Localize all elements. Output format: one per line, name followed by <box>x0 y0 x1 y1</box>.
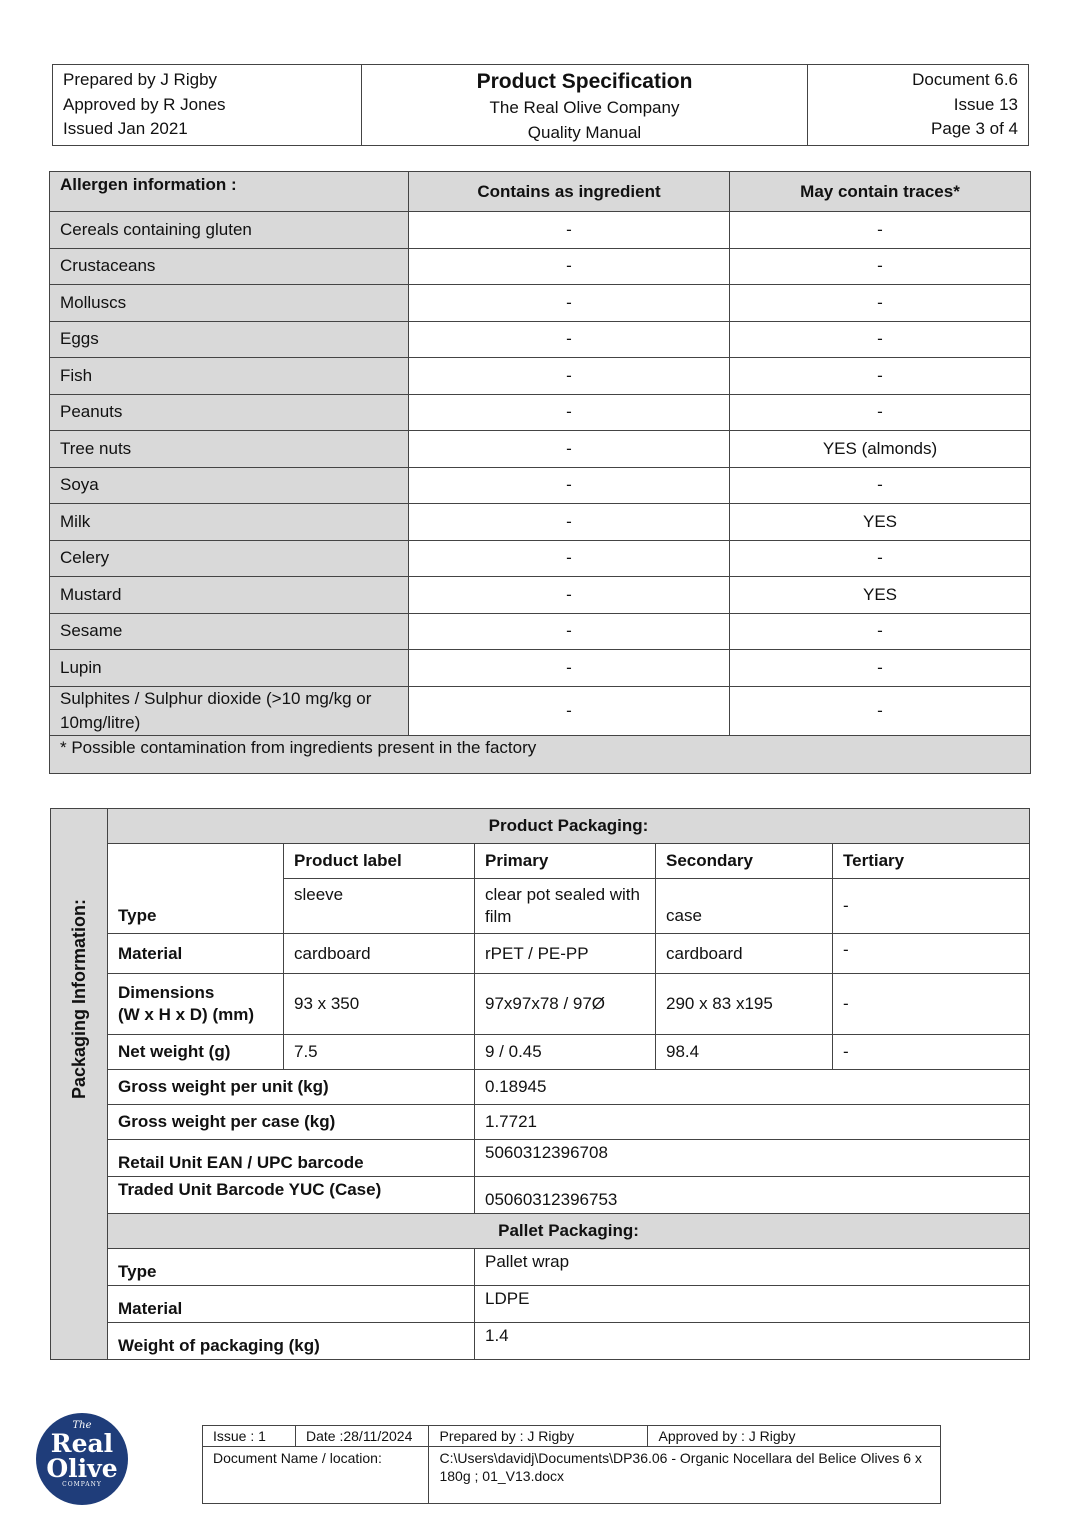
pallet-packaging-heading: Pallet Packaging: <box>108 1214 1030 1249</box>
allergen-name: Mustard <box>50 577 409 614</box>
net-weight-primary: 9 / 0.45 <box>475 1035 656 1070</box>
traces-value: - <box>730 394 1031 431</box>
document-footer <box>202 1425 941 1504</box>
material-label: Material <box>108 934 284 974</box>
material-primary: rPET / PE-PP <box>475 934 656 974</box>
table-row <box>50 358 1031 395</box>
allergen-name: Fish <box>50 358 409 395</box>
traces-value: YES (almonds) <box>730 431 1031 468</box>
allergen-name: Peanuts <box>50 394 409 431</box>
header-title-block <box>362 65 808 146</box>
table-row <box>50 431 1031 468</box>
dimensions-primary: 97x97x78 / 97Ø <box>475 974 656 1035</box>
traces-value: - <box>730 321 1031 358</box>
table-row <box>50 540 1031 577</box>
col-secondary: Secondary <box>656 844 833 879</box>
prepared-by: Prepared by J Rigby <box>63 70 218 89</box>
packaging-side-label <box>51 809 108 1360</box>
pallet-type-label: Type <box>108 1249 475 1286</box>
col-contains-header: Contains as ingredient <box>409 172 730 212</box>
traces-value: - <box>730 467 1031 504</box>
yuc-value: 05060312396753 <box>475 1177 1030 1214</box>
allergen-name: Celery <box>50 540 409 577</box>
pallet-type-value: Pallet wrap <box>475 1249 1030 1286</box>
table-row <box>50 248 1031 285</box>
net-weight-secondary: 98.4 <box>656 1035 833 1070</box>
table-row <box>50 504 1031 541</box>
yuc-label: Traded Unit Barcode YUC (Case) <box>108 1177 475 1214</box>
table-row <box>50 650 1031 687</box>
gross-case-value: 1.7721 <box>475 1105 1030 1140</box>
contains-value: - <box>409 394 730 431</box>
traces-value: - <box>730 650 1031 687</box>
pallet-material-label: Material <box>108 1286 475 1323</box>
allergen-name: Eggs <box>50 321 409 358</box>
allergen-name: Soya <box>50 467 409 504</box>
contains-value: - <box>409 358 730 395</box>
type-primary: clear pot sealed with film <box>475 879 656 934</box>
contains-value: - <box>409 212 730 249</box>
table-row <box>50 212 1031 249</box>
dimensions-label-line2: (W x H x D) (mm) <box>118 1005 254 1024</box>
issued-date: Issued Jan 2021 <box>63 119 188 138</box>
allergen-footnote: * Possible contamination from ingredients present in the factory <box>50 735 1031 773</box>
net-weight-label: Net weight (g) <box>108 1035 284 1070</box>
allergen-name: Milk <box>50 504 409 541</box>
material-secondary: cardboard <box>656 934 833 974</box>
col-product-label: Product label <box>284 844 475 879</box>
table-row <box>50 285 1031 322</box>
dimensions-tertiary: - <box>833 974 1030 1035</box>
contains-value: - <box>409 540 730 577</box>
document-header <box>52 64 1029 146</box>
footer-date: Date :28/11/2024 <box>296 1426 429 1447</box>
gross-case-label: Gross weight per case (kg) <box>108 1105 475 1140</box>
net-weight-product-label: 7.5 <box>284 1035 475 1070</box>
footer-doc-label: Document Name / location: <box>203 1447 429 1504</box>
allergen-name: Crustaceans <box>50 248 409 285</box>
contains-value: - <box>409 504 730 541</box>
contains-value: - <box>409 321 730 358</box>
traces-value: - <box>730 613 1031 650</box>
allergen-name: Lupin <box>50 650 409 687</box>
contains-value: - <box>409 285 730 322</box>
traces-value: - <box>730 285 1031 322</box>
allergen-name: Cereals containing gluten <box>50 212 409 249</box>
type-product-label: sleeve <box>284 879 475 934</box>
gross-unit-label: Gross weight per unit (kg) <box>108 1070 475 1105</box>
issue-number: Issue 13 <box>953 94 1018 114</box>
allergen-name: Molluscs <box>50 285 409 322</box>
col-traces-header: May contain traces* <box>730 172 1031 212</box>
manual-name: Quality Manual <box>527 122 642 142</box>
logo-real: Real <box>50 1429 114 1458</box>
allergen-name: Sulphites / Sulphur dioxide (>10 mg/kg or 10mg/litre) <box>50 686 409 735</box>
contains-value: - <box>409 686 730 735</box>
packaging-table <box>50 808 1030 1360</box>
page-number: Page 3 of 4 <box>931 119 1018 138</box>
pallet-material-value: LDPE <box>475 1286 1030 1323</box>
traces-value: YES <box>730 504 1031 541</box>
allergen-table <box>49 171 1031 774</box>
dimensions-product-label: 93 x 350 <box>284 974 475 1035</box>
col-primary: Primary <box>475 844 656 879</box>
traces-value: - <box>730 358 1031 395</box>
logo-olive: Olive <box>46 1454 118 1483</box>
material-tertiary: - <box>833 934 1030 974</box>
contains-value: - <box>409 650 730 687</box>
type-label: Type <box>108 844 284 934</box>
contains-value: - <box>409 248 730 285</box>
dimensions-label <box>108 974 284 1035</box>
table-row <box>50 321 1031 358</box>
footer-doc-path: C:\Users\davidj\Documents\DP36.06 - Organic Nocellara del Belice Olives 6 x 180g ; 01_V13.docx <box>429 1447 941 1504</box>
allergen-name: Tree nuts <box>50 431 409 468</box>
table-row <box>50 394 1031 431</box>
logo-the: The <box>72 1420 92 1431</box>
type-secondary: case <box>656 879 833 934</box>
traces-value: YES <box>730 577 1031 614</box>
gross-unit-value: 0.18945 <box>475 1070 1030 1105</box>
header-doc-info <box>808 65 1029 146</box>
contains-value: - <box>409 577 730 614</box>
pallet-weight-label: Weight of packaging (kg) <box>108 1323 475 1360</box>
dimensions-secondary: 290 x 83 x195 <box>656 974 833 1035</box>
footer-prepared: Prepared by : J Rigby <box>429 1426 648 1447</box>
company-name: The Real Olive Company <box>489 98 680 117</box>
company-logo <box>36 1413 128 1505</box>
allergen-name: Sesame <box>50 613 409 650</box>
traces-value: - <box>730 212 1031 249</box>
pallet-weight-value: 1.4 <box>475 1323 1030 1360</box>
contains-value: - <box>409 467 730 504</box>
header-authors <box>53 65 362 146</box>
traces-value: - <box>730 248 1031 285</box>
col-tertiary: Tertiary <box>833 844 1030 879</box>
ean-label: Retail Unit EAN / UPC barcode <box>108 1140 475 1177</box>
traces-value: - <box>730 540 1031 577</box>
logo-company: COMPANY <box>62 1481 102 1488</box>
packaging-info-label: Packaging Information: <box>69 898 89 1099</box>
allergen-heading: Allergen information : <box>50 172 409 212</box>
traces-value: - <box>730 686 1031 735</box>
dimensions-label-line1: Dimensions <box>118 983 215 1002</box>
page-title: Product Specification <box>476 70 693 93</box>
product-packaging-heading: Product Packaging: <box>108 809 1030 844</box>
document-number: Document 6.6 <box>912 70 1018 89</box>
net-weight-tertiary: - <box>833 1035 1030 1070</box>
approved-by: Approved by R Jones <box>63 94 226 114</box>
table-row <box>50 467 1031 504</box>
contains-value: - <box>409 613 730 650</box>
contains-value: - <box>409 431 730 468</box>
table-row <box>50 577 1031 614</box>
type-tertiary: - <box>833 879 1030 934</box>
table-row <box>50 613 1031 650</box>
footer-issue: Issue : 1 <box>203 1426 296 1447</box>
table-row <box>50 686 1031 735</box>
ean-value: 5060312396708 <box>475 1140 1030 1177</box>
material-product-label: cardboard <box>284 934 475 974</box>
footer-approved: Approved by : J Rigby <box>648 1426 941 1447</box>
